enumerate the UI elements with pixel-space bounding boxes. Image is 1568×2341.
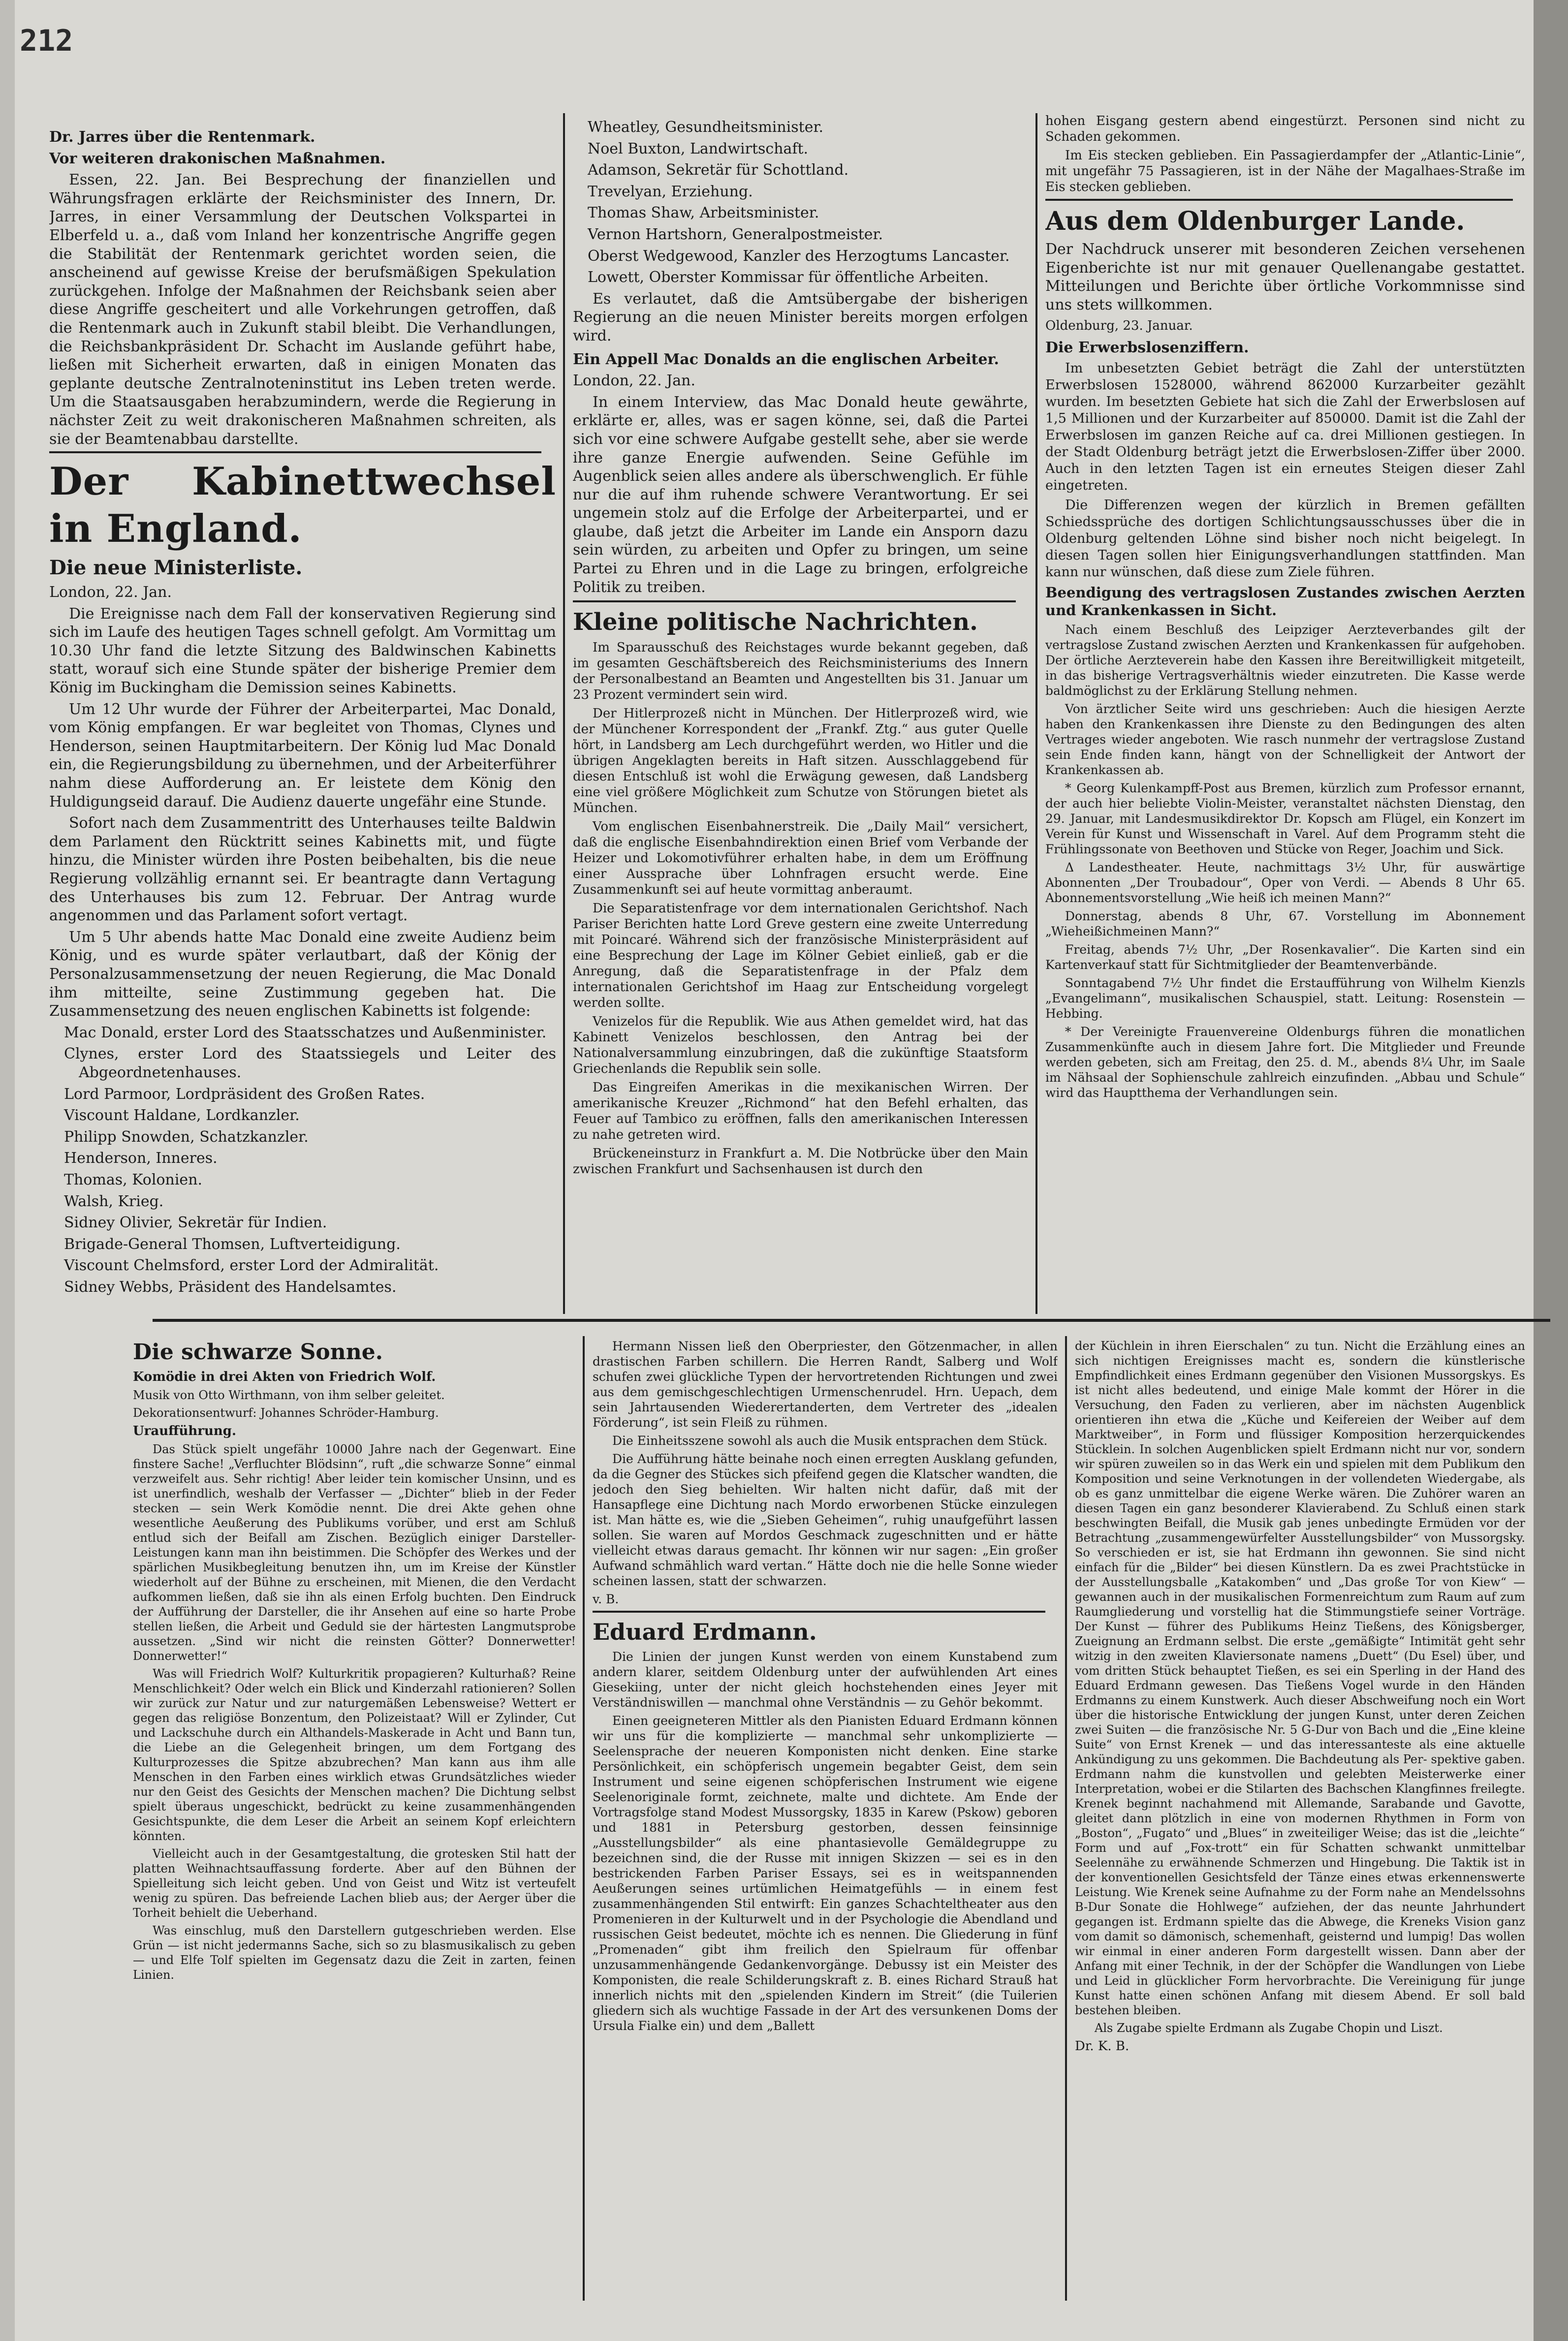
minister-entry: Lowett, Oberster Kommissar für öffentliche Arbeiten. bbox=[588, 269, 989, 286]
news-item: Die Separatistenfrage vor dem internationalen Gerichtshof. Nach Pariser Berichten hatte Lord Greve gestern eine zweite Unterredung mit Poincaré. Während sich der französische Ministerpräsident auf eine Besprechung der Lage im Kölner Gebiet einließ, gab er die Anregung, daß die Separatistenfrage in der Pfalz dem internationalen Gerichtshof im Haag zur Entscheidung vorgelegt werden sollte. bbox=[573, 901, 1028, 1011]
column-3 bbox=[1045, 113, 1525, 1314]
article-paragraph: Von ärztlicher Seite wird uns geschrieben: Auch die hiesigen Aerzte haben den Krankenkassen ihre Dienste zu den Bedingungen des alten Vertrages wieder angeboten. Wie rasch nunmehr der vertragslose Zustand sein Ende finden kann, hängt von der Schnelligkeit der Antwort der Krankenkassen ab. bbox=[1045, 701, 1525, 777]
article-paragraph: Um 5 Uhr abends hatte Mac Donald eine zweite Audienz beim König, und es wurde später verlautbart, daß der König der Personalzusammensetzung der neuen Regierung, die Mac Donald ihm mitteilte, seine Zustimmung gegeben hat. Die Zusammensetzung des neuen englischen Kabinetts ist folgende: bbox=[49, 928, 556, 1020]
dateline: London, 22. Jan. bbox=[573, 372, 695, 390]
review-paragraph: Die Linien der jungen Kunst werden von einem Kunstabend zum andern klarer, seitdem Oldenburg unter der aufwühlenden Art eines Giesekiing, unter der nicht gleich hochstehenden eines Jeyer mit Verständniswillen — manchmal ohne Verständnis — zu Gehör bekommt. bbox=[593, 1650, 1058, 1710]
news-item: Das Eingreifen Amerikas in die mexikanischen Wirren. Der amerikanische Kreuzer „Richmond“ hat den Befehl erhalten, das Feuer auf Tambico zu eröffnen, falls den amerikanischen Interessen zu nahe getreten wird. bbox=[573, 1080, 1028, 1143]
minister-entry: Lord Parmoor, Lordpräsident des Großen Rates. bbox=[64, 1085, 425, 1103]
dateline: London, 22. Jan. bbox=[49, 584, 172, 601]
minister-entry: Wheatley, Gesundheitsminister. bbox=[588, 119, 824, 136]
minister-entry: Oberst Wedgewood, Kanzler des Herzogtums Lancaster. bbox=[588, 247, 1010, 265]
premiere-label: Uraufführung. bbox=[133, 1424, 237, 1438]
article-title: Beendigung des vertragslosen Zustandes zwischen Aerzten und Krankenkassen in Sicht. bbox=[1045, 584, 1525, 619]
news-item: hohen Eisgang gestern abend eingestürzt. Personen sind nicht zu Schaden gekommen. bbox=[1045, 114, 1525, 144]
page-number: 212 bbox=[20, 24, 73, 58]
article-headline: Der Kabinettwechsel in England. bbox=[49, 459, 556, 552]
article-paragraph: Im unbesetzten Gebiet beträgt die Zahl der unterstützten Erwerbslosen 1528000, während 862000 Kurzarbeiter gezählt wurden. Im besetzten Gebiete hat sich die Zahl der Erwerbslosen auf 1,5 Millionen und der Kurzarbeiter auf 850000. Damit ist die Zahl der Erwerbslosen im ganzen Reiche auf ca. drei Millionen gestiegen. In der Stadt Oldenburg beträgt jetzt die Erwerbslosen-Ziffer über 2000. Auch in den letzten Tagen ist ein erneutes Steigen dieser Zahl eingetreten. bbox=[1045, 360, 1525, 493]
scan-margin-right bbox=[1534, 0, 1568, 2341]
review-paragraph: Die Einheitsszene sowohl als auch die Musik entsprachen dem Stück. bbox=[612, 1434, 1048, 1448]
review-paragraph: Vielleicht auch in der Gesamtgestaltung, die grotesken Stil hatt der platten Weihnachtsauffassung forderte. Aber auf den Bühnen der Spielleitung sich leicht geben. Und von Geist und Witz ist verteufelt wenig zu spüren. Das befreiende Lachen blieb aus; der Aerger über die Torheit behielt die Ueberhand. bbox=[133, 1847, 576, 1920]
article-title: Ein Appell Mac Donalds an die englischen Arbeiter. bbox=[573, 350, 999, 368]
review-paragraph: der Küchlein in ihren Eierschalen“ zu tun. Nicht die Erzählung eines an sich nichtigen Ereignisses macht es, sondern die künstlerische Empfindlichkeit eines Erdmann gegenüber den Visionen Mussorgskys. Es ist nicht alles bedeutend, und einige Male kommt der Hörer in die Versuchung, den Faden zu verlieren, aber im nächsten Augenblick orientieren ihn etwa die „Küche und Keifereien der Weiber auf dem Marktweiber“, in Form und flüssiger Komposition herzerquickendes Stücklein. In solchen Augenblicken spielt Erdmann nicht nur vor, sondern wir spüren zuweilen so in das Werk ein und spielen mit dem Publikum den Komposition und seine Verknotungen in der vollendeten Wiedergabe, als ob es ganz unmittelbar die eigene Werke wären. Die Zuhörer waren an diesen Tagen ein ganz besonderer Klavierabend. Zu Schluß einen stark beschwingten Beifall, die Musik gab jenes unbedingte Ermüden vor der Betrachtung „zusammengewürfelter Ausstellungsbilder“ von Mussorgsky. So verschieden er ist, sie hat Erdmann ihn gewonnen. Sie sind nicht einfach für die „Bilder“ bei diesen Künstlern. Da es zwei Prachtstücke in der Ausstellungsballe „Katakomben“ und „Das große Tor von Kiew“ — gewannen auch in der musikalischen Formenreichtum zum Raum auf zum Raumgliederung und vorstellig hat die Stimmungstiefe seiner Vorträge. Der Kunst — führer des Publikums Heinz Tießens, des Königsberger, Zueignung an Erdmann selbst. Die erste „gemäßigte“ Intimität geht sehr witzig in den zweiten Klaviersonate namens „Duett“ (Du Esel) über, und vom dritten Stück behauptet Tießen, es sei ein Sperling in der Hand des Eduard Erdmann gewesen. Das Tießens Vogel wurde in den Händen Erdmanns zu einem Kunstwerk. Auch dieser Abschweifung noch ein Wort über die historische Entwicklung der jungen Kunst, unter deren Zeichen zwei Suiten — die französische Nr. 5 G-Dur von Bach und die „Eine kleine Suite“ von Ernst Krenek — und das interessanteste als eine aktuelle Ankündigung zu uns gekommen. Die Bachdeutung als Per- spektive gaben. Erdmann nahm die kunstvollen und gelebten Meisterwerke einer Interpretation, wobei er die Stilarten des Bachschen Klangfinnes freilegte. Krenek beginnt nachahmend mit Allemande, Sarabande und Gavotte, gleitet dann plötzlich in eine von modernen Rhythmen in Form von „Boston“, „Fugato“ und „Blues“ in zweiteiliger Weise; das ist die „leichte“ Form und auf „Fox-trott“ ein für Schatten schwankt unmittelbar Seelennähe zu erwähnende Schmerzen und Hingebung. Die Taktik ist in der konventionellen Gesichtsfeld der Tänze eines etwas erkennenswerte Leistung. Wie Krenek seine Aufnahme zu der Form nahe an Mendelssohns B-Dur Sonate die Hohlwege“ aufziehen, der das neunte Jahrhundert gegangen ist. Erdmann spielte das die Abwege, die Kreneks Vision ganz vom damit so dämonisch, schemenhaft, geisternd und lumpig! Das wollen wir einmal in einer anderen Form dargestellt wissen. Dann aber der Anfang mit einer Technik, in der der Schöpfer die Wandlungen von Liebe und Leid in glücklicher Form hervorbrachte. Die Vereinigung für junge Kunst hatte einen schönen Anfang mit diesem Abend. Er soll bald bestehen bleiben. bbox=[1075, 1339, 1525, 2017]
review-paragraph: Was einschlug, muß den Darstellern gutgeschrieben werden. Else Grün — ist nicht jedermanns Sache, sich so zu blasmusikalisch zu geben — und Elfe Tolf spielten im Gegensatz dazu die Zeit in zarten, feinen Linien. bbox=[133, 1924, 576, 1982]
local-item: Sonntagabend 7½ Uhr findet die Erstaufführung von Wilhelm Kienzls „Evangelimann“, musikalischen Schauspiel, statt. Leitung: Rosenstein — Hebbing. bbox=[1045, 975, 1525, 1021]
minister-entry: Thomas, Kolonien. bbox=[64, 1171, 203, 1188]
minister-entry: Mac Donald, erster Lord des Staatsschatzes und Außenminister. bbox=[64, 1024, 547, 1041]
news-item: Der Hitlerprozeß nicht in München. Der Hitlerprozeß wird, wie der Münchener Korrespondent der „Frankf. Ztg.“ aus guter Quelle hört, in Landsberg am Lech durchgeführt werden, wo Hitler und die übrigen Angeklagten bereits in Haft sitzen. Ausschlaggebend für diesen Entschluß ist wohl die Erwägung gewesen, daß Landsberg eine viel größere Möglichkeit zum Schutze von Störungen bietet als München. bbox=[573, 706, 1028, 816]
article-separator bbox=[49, 451, 541, 453]
article-title: Die Erwerbslosenziffern. bbox=[1045, 339, 1249, 356]
section-separator bbox=[1045, 199, 1513, 201]
section-headline: Aus dem Oldenburger Lande. bbox=[1045, 206, 1465, 236]
article-paragraph: In einem Interview, das Mac Donald heute gewährte, erklärte er, alles, was er sagen könne, sei, daß die Partei sich vor eine schwere Aufgabe gestellt sehe, aber sie werde ihre ganze Energie aufwenden. Seine Gefühle im Augenblick seien alles andere als überschwenglich. Er fühle nur die auf ihm ruhende schwere Verantwortung. Er sei ungemein stolz auf die Erfolge der Arbeiterpartei, und er glaube, daß jetzt die Arbeiter im Lande ein Ansporn dazu sein würden, zu arbeiten und Opfer zu bringen, um seine Partei zu Ehren und in die Lage zu bringen, erfolgreiche Politik zu treiben. bbox=[573, 393, 1028, 596]
scan-margin-left bbox=[0, 0, 15, 2341]
article-paragraph: Sofort nach dem Zusammentritt des Unterhauses teilte Baldwin dem Parlament den Rücktritt seines Kabinetts mit, und fügte hinzu, die Minister würden ihre Posten beibehalten, bis die neue Regierung vollzählig ernannt sei. Er beantragte dann Vertagung des Unterhauses bis zum 12. Februar. Der Antrag wurde angenommen und das Parlament sofort vertagt. bbox=[49, 814, 556, 925]
local-item: Donnerstag, abends 8 Uhr, 67. Vorstellung im Abonnement „Wieheißichmeinen Mann?“ bbox=[1045, 908, 1525, 938]
feuilleton-column-2 bbox=[593, 1339, 1058, 2303]
dateline: Oldenburg, 23. Januar. bbox=[1045, 318, 1193, 334]
minister-entry: Brigade-General Thomsen, Luftverteidigung. bbox=[64, 1235, 401, 1253]
feuilleton-headline: Die schwarze Sonne. bbox=[133, 1340, 383, 1365]
news-item: Brückeneinsturz in Frankfurt a. M. Die Notbrücke über den Main zwischen Frankfurt und Sachsenhausen ist durch den bbox=[573, 1146, 1028, 1177]
local-item: Freitag, abends 7½ Uhr, „Der Rosenkavalier“. Die Karten sind ein Kartenverkauf statt für Sichtmitglieder der Beamtenverbände. bbox=[1045, 942, 1525, 972]
minister-entry: Philipp Snowden, Schatzkanzler. bbox=[64, 1128, 309, 1146]
reprint-note: Der Nachdruck unserer mit besonderen Zeichen versehenen Eigenberichte ist nur mit genauer Quellenangabe gestattet. Mitteilungen und Berichte über örtliche Vorkommnisse sind uns stets willkommen. bbox=[1045, 241, 1525, 313]
feuilleton-column-3 bbox=[1075, 1339, 1525, 2303]
section-headline: Kleine politische Nachrichten. bbox=[573, 608, 978, 636]
review-paragraph: Das Stück spielt ungefähr 10000 Jahre nach der Gegenwart. Eine finstere Sache! „Verfluchter Blödsinn“, ruft „die schwarze Sonne“ einmal verzweifelt aus. Sehr richtig! Aber leider tein komischer Unsinn, und es ist unerfindlich, weshalb der Verfasser — „Dichter“ blieb in der Feder stecken — sein Werk Komödie nennt. Die drei Akte gehen ohne wesentliche Aeußerung des Publikums vorüber, und erst am Schluß entlud sich der Beifall am Zischen. Bezüglich einiger Darsteller-Leistungen kann man ihn beistimmen. Die Schöpfer des Werkes und der spärlichen Musikbegleitung benutzen ihn, um im Kreise der Künstler wiederholt auf der Bühne zu erscheinen, mit Mienen, die den Verdacht aufkommen ließen, daß sie ihn als einen Erfolg buchten. Den Eindruck der Aufführung der Darsteller, die ihr Ansehen auf eine so harte Probe stellen ließen, die Arbeit und Geduld sie der härtesten Langmutsprobe aussetzen. „Sind wir nicht die reinsten Götter? Donnerwetter! Donnerwetter!“ bbox=[133, 1442, 576, 1663]
article-paragraph: Nach einem Beschluß des Leipziger Aerzteverbandes gilt der vertragslose Zustand zwischen Aerzten und Krankenkassen für aufgehoben. Der örtliche Aerzteverein habe den Kassen ihre Bereitwilligkeit mitgeteilt, in das bisherige Vertragsverhältnis wieder einzutreten. Die Kasse werde baldmöglichst zu der Erklärung Stellung nehmen. bbox=[1045, 622, 1525, 698]
article-subtitle: Die neue Ministerliste. bbox=[49, 556, 303, 580]
music-credit: Musik von Otto Wirthmann, von ihm selber geleitet. bbox=[133, 1388, 445, 1402]
news-item: Vom englischen Eisenbahnerstreik. Die „Daily Mail“ versichert, daß die englische Eisenbahndirektion einen Brief vom Verbande der Heizer und Lokomotivführer erhalten habe, in dem um Eröffnung einer Aussprache über Lohnfragen ersucht werde. Eine Zusammenkunft sei auf heute vormittag anberaumt. bbox=[573, 819, 1028, 898]
feuilleton-column-1 bbox=[133, 1339, 576, 2303]
local-item: * Georg Kulenkampff-Post aus Bremen, kürzlich zum Professor ernannt, der auch hier beliebte Violin-Meister, veranstaltet nächsten Dienstag, den 29. Januar, mit Landesmusikdirektor Dr. Kopsch am Flügel, ein Konzert im Verein für Kunst und Wissenschaft in Varel. Auf dem Programm steht die Frühlingssonate von Beethoven und Stücke von Reger, Joachim und Sick. bbox=[1045, 780, 1525, 856]
minister-entry: Sidney Olivier, Sekretär für Indien. bbox=[64, 1214, 327, 1232]
local-item: * Der Vereinigte Frauenvereine Oldenburgs führen die monatlichen Zusammenkünfte auch in diesem Jahre fort. Die Mitglieder und Freunde werden gebeten, sich am Freitag, den 25. d. M., abends 8¼ Uhr, im Saale im Nähsaal der Sophienschule zahlreich einzufinden. „Abbau und Schule“ wird das Hauptthema der Verhandlungen sein. bbox=[1045, 1024, 1525, 1100]
article-separator bbox=[593, 1611, 1045, 1613]
article-paragraph: Die Ereignisse nach dem Fall der konservativen Regierung sind sich im Laufe des heutigen Tages schnell gefolgt. Am Vormittag um 10.30 Uhr fand die letzte Sitzung des Baldwinschen Kabinetts statt, worauf sich eine Stunde später der bisherige Premier dem König im Buckingham die Demission seines Kabinetts. bbox=[49, 605, 556, 697]
column-rule bbox=[1065, 1336, 1067, 2301]
local-item: Δ Landestheater. Heute, nachmittags 3½ Uhr, für auswärtige Abonnenten „Der Troubadour“, Oper von Verdi. — Abends 8 Uhr 65. Abonnementsvorstellung „Wie heiß ich meinen Mann?“ bbox=[1045, 860, 1525, 905]
article-paragraph: Um 12 Uhr wurde der Führer der Arbeiterpartei, Mac Donald, vom König empfangen. Er war begleitet von Thomas, Clynes und Henderson, seinen Hauptmitarbeitern. Der König lud Mac Donald ein, die Regierungsbildung zu übernehmen, und der Arbeiterführer nahm diese Aufforderung an. Er leistete dem König den Huldigungseid darauf. Die Audienz dauerte ungefähr eine Stunde. bbox=[49, 700, 556, 811]
minister-entry: Trevelyan, Erziehung. bbox=[588, 183, 753, 200]
minister-entry: Viscount Chelmsford, erster Lord der Admiralität. bbox=[64, 1257, 439, 1275]
minister-entry: Vernon Hartshorn, Generalpostmeister. bbox=[588, 225, 883, 243]
news-item: Venizelos für die Republik. Wie aus Athen gemeldet wird, hat das Kabinett Venizelos beschlossen, den Antrag bei der Nationalversammlung einzubringen, daß die zukünftige Staatsform Griechenlands die Republik sein solle. bbox=[573, 1014, 1028, 1077]
review-paragraph: Was will Friedrich Wolf? Kulturkritik propagieren? Kulturhaß? Reine Menschlichkeit? Oder welch ein Blick und Kinderzahl rationieren? Sollen wir zurück zur Natur und zur naturgemäßen Lebensweise? Wettert er gegen das religiöse Bonzentum, den Polizeistaat? Will er Zylinder, Cut und Lackschuhe durch ein Althandels-Maskerade in Acht und Bann tun, die Liebe an die Gelegenheit bringen, um dem Fortgang des Kulturprozesses die Spitze abzubrechen? Man kann aus ihm alle Menschen in den Farben eines wirklich etwas Grundsätzliches wieder nur den Geist des Gesichts der Menschen machen? Die Dichtung selbst spielt überaus ungeschickt, bedrückt zu keine zusammenhängenden Gesichtspunkte, die dem Leser die Arbeit an seinem Kopf erleichtern könnten. bbox=[133, 1667, 576, 1843]
article-separator bbox=[573, 600, 1016, 602]
minister-entry: Walsh, Krieg. bbox=[64, 1192, 164, 1210]
author-signature: Dr. K. B. bbox=[1075, 2039, 1129, 2054]
article-paragraph: Essen, 22. Jan. Bei Besprechung der finanziellen und Währungsfragen erklärte der Reichsminister des Innern, Dr. Jarres, in einer Versammlung der Deutschen Volkspartei in Elberfeld u. a., daß vom Inland her konzentrische Angriffe gegen die Stabilität der Rentenmark gerichtet worden seien, die anscheinend auf gewisse Kreise der berufsmäßigen Spekulation zurückgehen. Infolge der Maßnahmen der Reichsbank seien aber diese Angriffe gescheitert und alle Vorkehrungen getroffen, daß die Rentenmark auch in Zukunft stabil bleibt. Die Verhandlungen, die Reichsbankpräsident Dr. Schacht im Auslande geführt habe, ließen mit Sicherheit erwarten, daß in einigen Monaten das geplante deutsche Zentralnoteninstitut ins Leben treten werde. Um die Staatsausgaben herabzumindern, werde die Regierung in nächster Zeit zu weit drakonischeren Maßnahmen schreiten, als sie der Beamtenabbau darstellte. bbox=[49, 171, 556, 448]
column-rule bbox=[1035, 113, 1037, 1314]
play-byline: Komödie in drei Akten von Friedrich Wolf. bbox=[133, 1370, 436, 1384]
column-2 bbox=[573, 118, 1028, 1314]
article-headline: Eduard Erdmann. bbox=[593, 1619, 817, 1645]
minister-entry: Viscount Haldane, Lordkanzler. bbox=[64, 1107, 300, 1124]
author-signature: v. B. bbox=[593, 1592, 619, 1606]
article-paragraph: Es verlautet, daß die Amtsübergabe der bisherigen Regierung an die neuen Minister bereits morgen erfolgen wird. bbox=[573, 290, 1028, 344]
minister-entry: Clynes, erster Lord des Staatssiegels und Leiter des Abgeordnetenhauses. bbox=[64, 1045, 556, 1081]
column-1 bbox=[49, 128, 556, 1314]
news-item: Im Sparausschuß des Reichstages wurde bekannt gegeben, daß im gesamten Geschäftsbereich des Reichsministeriums des Innern der Personalbestand an Beamten und Angestellten bis 31. Januar um 23 Prozent vermindert sein wird. bbox=[573, 640, 1028, 703]
news-item: Im Eis stecken geblieben. Ein Passagierdampfer der „Atlantic-Linie“, mit ungefähr 75 Passagieren, ist in der Nähe der Magalhaes-Straße im Eis stecken geblieben. bbox=[1045, 148, 1525, 194]
article-paragraph: Die Differenzen wegen der kürzlich in Bremen gefällten Schiedssprüche des dortigen Schlichtungsausschusses über die in Oldenburg geltenden Löhne sind bisher noch nicht beigelegt. In diesen Tagen sollen hier Einigungsverhandlungen stattfinden. Man kann nur wünschen, daß diese zum Ziele führen. bbox=[1045, 497, 1525, 580]
column-rule bbox=[563, 113, 565, 1314]
minister-entry: Henderson, Inneres. bbox=[64, 1150, 218, 1167]
minister-entry: Adamson, Sekretär für Schottland. bbox=[588, 161, 849, 179]
feuilleton-rule bbox=[153, 1319, 1550, 1322]
minister-entry: Thomas Shaw, Arbeitsminister. bbox=[588, 204, 819, 222]
review-paragraph: Als Zugabe spielte Erdmann als Zugabe Chopin und Liszt. bbox=[1095, 2021, 1443, 2035]
minister-entry: Sidney Webbs, Präsident des Handelsamtes. bbox=[64, 1278, 397, 1296]
column-rule bbox=[583, 1336, 585, 2301]
article-subtitle: Vor weiteren drakonischen Maßnahmen. bbox=[49, 150, 386, 167]
review-paragraph: Hermann Nissen ließ den Oberpriester, den Götzenmacher, in allen drastischen Farben schillern. Die Herren Randt, Salberg und Wolf schufen zwei glückliche Typen der hervortretenden Richtungen und zwei aus dem gemischgeschlechtigen Urmenschenrudel. Hrn. Uepach, dem sein Jahrtausenden Wiederertanderten, dem Vertreter des „idealen Förderung“, ist sein Fleiß zu rühmen. bbox=[593, 1339, 1058, 1430]
article-title: Dr. Jarres über die Rentenmark. bbox=[49, 128, 315, 146]
decoration-credit: Dekorationsentwurf: Johannes Schröder-Hamburg. bbox=[133, 1406, 439, 1420]
review-paragraph: Einen geeigneteren Mittler als den Pianisten Eduard Erdmann können wir uns für die komplizierte — manchmal sehr unkomplizierte — Seelensprache der neueren Komponisten nicht denken. Eine starke Persönlichkeit, ein schöpferisch ungemein begabter Geist, dem sein Instrument und seine eigenen schöpferischen Instrument wie eigene Seelenoriginale formt, zeichnete, malte und dichtete. Am Ende der Vortragsfolge stand Modest Mussorgsky, 1835 in Karew (Pskow) geboren und 1881 in Petersburg gestorben, dessen feinsinnige „Ausstellungsbilder“ als eine phantasievolle Gemäldegruppe zu bezeichnen sind, die der Russe mit innigen Skizzen — sei es in den bestrickenden Farben Pariser Essays, sei es in weitspannenden Aeußerungen seines urtümlichen Heimatgefühls — in einem fest zusammenhängenden Stil entwirft: Ein ganzes Schachteltheater aus den Promenieren in der Kulturwelt und in der Psychologie die Abendland und russischen Geist bedeutet, möchte ich es nennen. Die Gliederung in fünf „Promenaden“ gibt ihm freilich den Spielraum für offenbar unzusammenhängende Gedankenvorgänge. Debussy ist ein Meister des Komponisten, die reale Schilderungskraft z. B. eines Richard Strauß hat innerlich nichts mit den „spielenden Kindern im Streit“ (die Tuilerien gliedern sich als wuchtige Fassade in der Art des versunkenen Doms der Ursula Fialke ein) und dem „Ballett bbox=[593, 1714, 1058, 2033]
review-paragraph: Die Aufführung hätte beinahe noch einen erregten Ausklang gefunden, da die Gegner des Stückes sich pfeifend gegen die Klatscher wandten, die jedoch den Sieg behielten. Wir halten nicht dafür, daß mit der Hansapflege eine Dichtung nach Mordo erworbenen Stücke einzulegen ist. Man hätte es, wie die „Sieben Geheimen“, ruhig unaufgeführt lassen sollen. Sie waren auf Mordos Geschmack zugeschnitten und er hätte vielleicht etwas daraus gemacht. Ihr können wir nur sagen: „Ein großer Aufwand schmählich ward vertan.“ Hätte doch nie die helle Sonne wieder scheinen lassen, statt der schwarzen. bbox=[593, 1452, 1058, 1588]
minister-entry: Noel Buxton, Landwirtschaft. bbox=[588, 140, 809, 157]
